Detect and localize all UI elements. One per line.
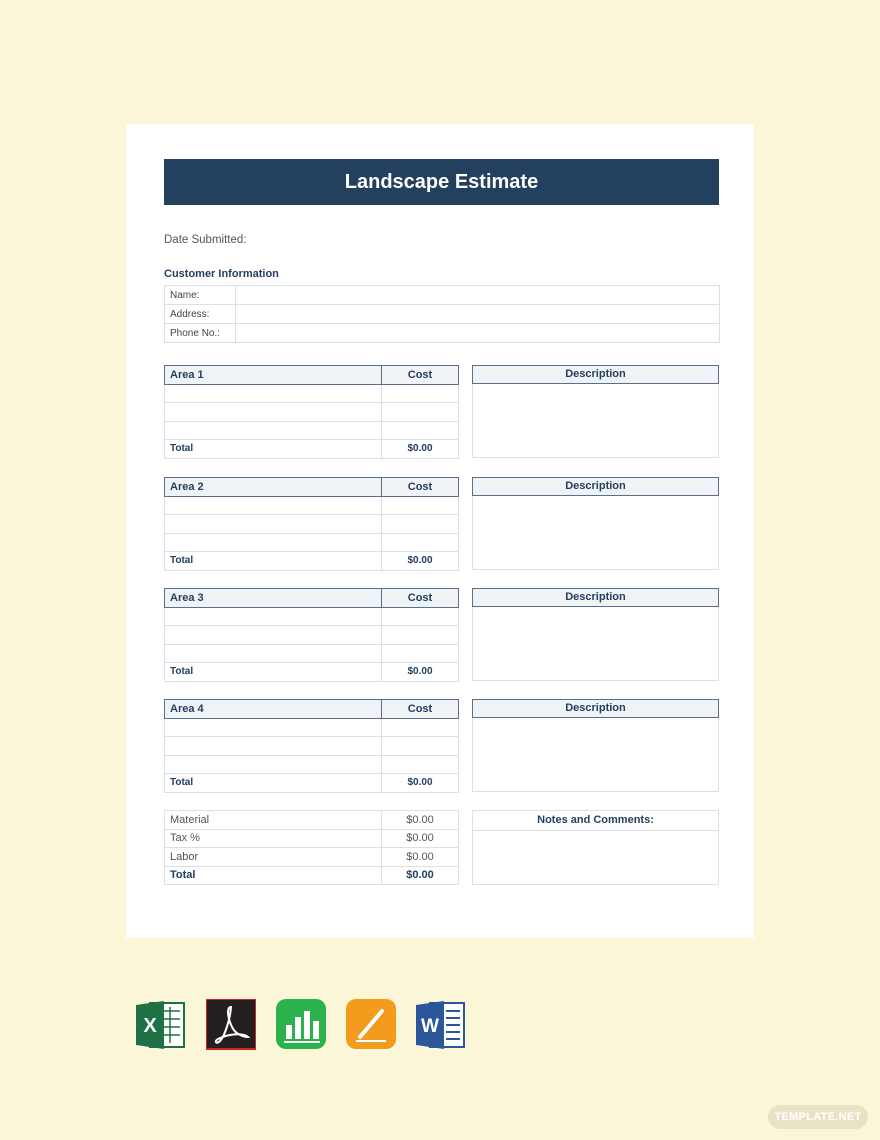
table-header (165, 700, 459, 719)
labor-label: Labor (165, 848, 382, 867)
table-row (165, 384, 459, 403)
item-cell[interactable] (165, 384, 382, 403)
table-row (165, 811, 459, 830)
material-value: $0.00 (382, 811, 459, 830)
total-row (165, 440, 459, 459)
area-3-table (164, 588, 459, 682)
pdf-icon[interactable] (206, 999, 256, 1051)
total-value: $0.00 (382, 663, 459, 682)
description-header: Description (472, 477, 719, 496)
cost-cell[interactable] (382, 737, 459, 756)
summary-table (164, 810, 459, 885)
cost-cell[interactable] (382, 607, 459, 626)
table-row (165, 533, 459, 552)
item-cell[interactable] (165, 533, 382, 552)
table-row (165, 421, 459, 440)
item-cell[interactable] (165, 644, 382, 663)
table-row (165, 324, 720, 343)
cost-cell[interactable] (382, 644, 459, 663)
description-header: Description (472, 365, 719, 384)
total-label: Total (165, 663, 382, 682)
area-label: Area 3 (165, 589, 382, 608)
cost-cell[interactable] (382, 421, 459, 440)
phone-label: Phone No.: (165, 324, 236, 343)
cost-cell[interactable] (382, 626, 459, 645)
item-cell[interactable] (165, 607, 382, 626)
table-header (165, 478, 459, 497)
cost-cell[interactable] (382, 533, 459, 552)
template-net-badge[interactable]: TEMPLATE.NET (768, 1105, 868, 1129)
item-cell[interactable] (165, 421, 382, 440)
total-label: Total (165, 774, 382, 793)
total-row (165, 866, 459, 885)
customer-info-heading: Customer Information (164, 268, 279, 280)
area-3-description-box[interactable] (472, 588, 719, 681)
svg-text:X: X (143, 1015, 157, 1037)
table-row (165, 737, 459, 756)
area-label: Area 1 (165, 366, 382, 385)
notes-header: Notes and Comments: (473, 811, 718, 831)
area-4-table (164, 699, 459, 793)
tax-label: Tax % (165, 829, 382, 848)
table-row (165, 515, 459, 534)
total-label: Total (165, 552, 382, 571)
table-row (165, 718, 459, 737)
word-icon[interactable] (416, 999, 466, 1051)
date-submitted-label: Date Submitted: (164, 234, 247, 246)
cost-cell[interactable] (382, 384, 459, 403)
description-header: Description (472, 699, 719, 718)
cost-cell[interactable] (382, 718, 459, 737)
area-1-description-box[interactable] (472, 365, 719, 458)
total-value: $0.00 (382, 774, 459, 793)
description-header: Description (472, 588, 719, 607)
table-row (165, 755, 459, 774)
total-row (165, 663, 459, 682)
total-row (165, 552, 459, 571)
name-label: Name: (165, 286, 236, 305)
cost-header: Cost (382, 700, 459, 719)
area-1-table (164, 365, 459, 459)
material-label: Material (165, 811, 382, 830)
item-cell[interactable] (165, 718, 382, 737)
table-row (165, 286, 720, 305)
area-4-description-box[interactable] (472, 699, 719, 792)
tax-value: $0.00 (382, 829, 459, 848)
grand-total-label: Total (165, 866, 382, 885)
table-row (165, 496, 459, 515)
numbers-icon[interactable] (276, 999, 326, 1051)
cost-header: Cost (382, 589, 459, 608)
item-cell[interactable] (165, 737, 382, 756)
item-cell[interactable] (165, 403, 382, 422)
table-row (165, 305, 720, 324)
svg-text:W: W (421, 1016, 439, 1037)
table-row (165, 829, 459, 848)
area-label: Area 2 (165, 478, 382, 497)
page-title: Landscape Estimate (164, 159, 719, 205)
address-field[interactable] (236, 305, 720, 324)
notes-box[interactable] (472, 810, 719, 885)
excel-icon[interactable] (136, 999, 186, 1051)
item-cell[interactable] (165, 515, 382, 534)
area-2-description-box[interactable] (472, 477, 719, 570)
total-label: Total (165, 440, 382, 459)
table-header (165, 366, 459, 385)
area-2-table (164, 477, 459, 571)
pages-icon[interactable] (346, 999, 396, 1051)
area-label: Area 4 (165, 700, 382, 719)
phone-field[interactable] (236, 324, 720, 343)
cost-header: Cost (382, 478, 459, 497)
labor-value: $0.00 (382, 848, 459, 867)
total-value: $0.00 (382, 440, 459, 459)
cost-cell[interactable] (382, 515, 459, 534)
cost-header: Cost (382, 366, 459, 385)
table-row (165, 644, 459, 663)
name-field[interactable] (236, 286, 720, 305)
item-cell[interactable] (165, 626, 382, 645)
cost-cell[interactable] (382, 755, 459, 774)
total-value: $0.00 (382, 552, 459, 571)
total-row (165, 774, 459, 793)
address-label: Address: (165, 305, 236, 324)
grand-total-value: $0.00 (382, 866, 459, 885)
item-cell[interactable] (165, 496, 382, 515)
cost-cell[interactable] (382, 403, 459, 422)
table-row (165, 848, 459, 867)
table-row (165, 607, 459, 626)
customer-info-table (164, 285, 720, 343)
table-row (165, 626, 459, 645)
table-row (165, 403, 459, 422)
table-header (165, 589, 459, 608)
item-cell[interactable] (165, 755, 382, 774)
cost-cell[interactable] (382, 496, 459, 515)
